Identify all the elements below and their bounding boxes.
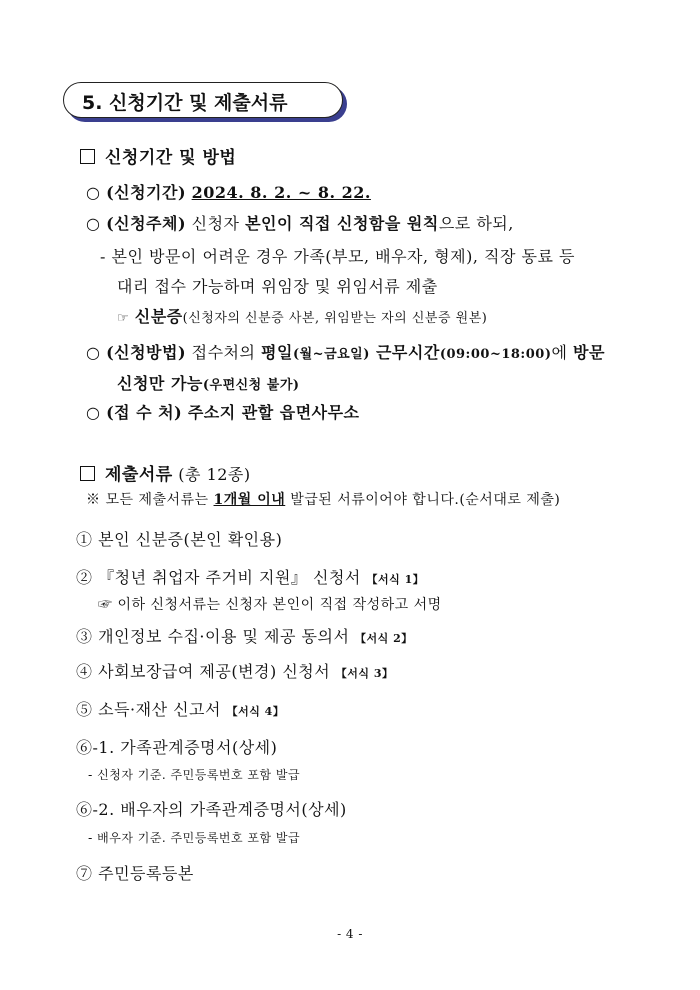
subject-line: ○ (신청주체) 신청자 본인이 직접 신청함을 원칙으로 하되, (86, 214, 514, 233)
document-item: ⑥-2. 배우자의 가족관계증명서(상세) (76, 800, 347, 819)
period-line: ○ (신청기간) 2024. 8. 2. ~ 8. 22. (86, 183, 371, 202)
section-title-box (63, 82, 343, 118)
section2-heading: 제출서류 (총 12종) (80, 460, 251, 485)
document-item: ⑥-1. 가족관계증명서(상세) (76, 738, 278, 757)
item6-2-subnote: - 배우자 기준. 주민등록번호 포함 발급 (88, 831, 301, 845)
circle-bullet-icon: ○ (86, 403, 101, 422)
document-item: ① 본인 신분증(본인 확인용) (76, 530, 283, 549)
square-bullet-icon (80, 149, 95, 164)
period-value: 2024. 8. 2. ~ 8. 22. (191, 183, 371, 202)
circle-bullet-icon: ○ (86, 214, 101, 233)
document-item: ⑦ 주민등록등본 (76, 864, 194, 883)
document-item: ② 『청년 취업자 주거비 지원』 신청서 【서식 1】 (76, 568, 425, 587)
method-line: ○ (신청방법) 접수처의 평일(월~금요일) 근무시간(09:00~18:00)에 방문 (86, 343, 605, 362)
pointer-icon: ☞ (117, 311, 130, 326)
item2-subnote: ☞ 이하 신청서류는 신청자 본인이 직접 작성하고 서명 (98, 597, 442, 613)
proxy-line-2: 대리 접수 가능하며 위임장 및 위임서류 제출 (117, 277, 438, 296)
circle-bullet-icon: ○ (86, 343, 101, 362)
document-item: ③ 개인정보 수집·이용 및 제공 동의서 【서식 2】 (76, 627, 413, 646)
method-line-2: 신청만 가능(우편신청 불가) (117, 374, 300, 393)
item6-1-subnote: - 신청자 기준. 주민등록번호 포함 발급 (88, 768, 301, 782)
square-bullet-icon (80, 466, 95, 481)
id-line: ☞ 신분증(신청자의 신분증 사본, 위임받는 자의 신분증 원본) (117, 307, 488, 326)
document-item: ⑤ 소득·재산 신고서 【서식 4】 (76, 700, 285, 719)
page-number: - 4 - (337, 927, 363, 941)
pointer-icon: ☞ (98, 597, 113, 613)
document-item: ④ 사회보장급여 제공(변경) 신청서 【서식 3】 (76, 662, 394, 681)
office-line: ○ (접 수 처) 주소지 관할 읍면사무소 (86, 403, 360, 422)
section-title: 5. 신청기간 및 제출서류 (82, 92, 288, 114)
proxy-line-1: - 본인 방문이 어려운 경우 가족(부모, 배우자, 형제), 직장 동료 등 (100, 247, 575, 266)
section1-heading: 신청기간 및 방법 (80, 143, 236, 168)
validity-note: ※ 모든 제출서류는 1개월 이내 발급된 서류이어야 합니다.(순서대로 제출) (86, 492, 561, 508)
circle-bullet-icon: ○ (86, 183, 101, 202)
